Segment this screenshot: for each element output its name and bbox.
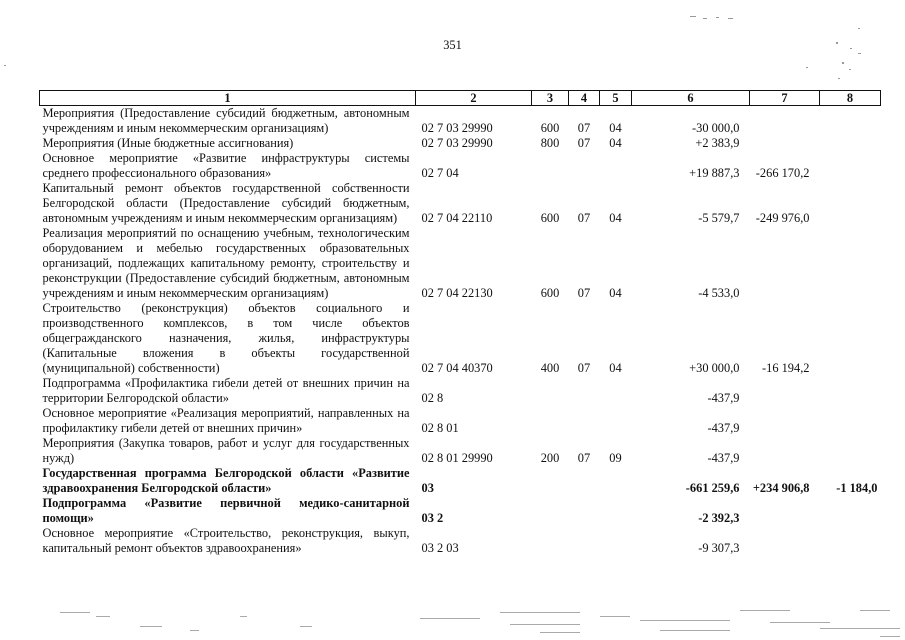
column-header: 1 (40, 91, 416, 106)
col3-cell: 600 (540, 211, 560, 225)
col5-cell: 04 (609, 361, 622, 375)
row-name-cell: Государственная программа Белгородской области «Развитие здравоохранения Белгородской области» (42, 466, 410, 495)
col5-cell: 09 (609, 451, 622, 465)
col6-value-cell: -2 392,3 (698, 511, 740, 525)
row-name-cell: Основное мероприятие «Развитие инфраструктуры системы среднего профессионального образования» (42, 151, 410, 180)
column-header: 7 (750, 91, 820, 106)
col5-cell: 04 (609, 286, 622, 300)
col5-cell: 04 (609, 136, 622, 150)
code-cell: 02 7 04 22130 (421, 286, 493, 300)
column-header: 5 (600, 91, 632, 106)
code-cell: 02 8 (421, 391, 444, 405)
code-cell: 03 (421, 481, 434, 495)
code-cell: 02 7 04 22110 (421, 211, 493, 225)
col6-value-cell: -661 259,6 (685, 481, 740, 495)
page-number: 351 (443, 38, 462, 52)
col6-value-cell: +19 887,3 (689, 166, 740, 180)
code-cell: 02 7 04 40370 (421, 361, 493, 375)
column-header: 3 (532, 91, 569, 106)
row-name-cell: Реализация мероприятий по оснащению учебным, технологическим оборудованием и мебелью государственных образовательных организаций, подлежащих капитальному ремонту, строительству и реконструкции (Предоставление субсидий бюджетным, автономным учреждениям и иным некоммерческим организациям) (42, 226, 410, 300)
code-cell: 03 2 03 (421, 541, 459, 555)
row-name-cell: Подпрограмма «Профилактика гибели детей от внешних причин на территории Белгородской области» (42, 376, 410, 405)
col4-cell: 07 (577, 211, 591, 225)
row-name-cell: Подпрограмма «Развитие первичной медико-санитарной помощи» (42, 496, 410, 525)
col6-value-cell: -4 533,0 (698, 286, 740, 300)
col3-cell: 600 (540, 121, 560, 135)
col6-value-cell: -5 579,7 (698, 211, 740, 225)
col5-cell: 04 (609, 211, 622, 225)
column-header: 8 (820, 91, 881, 106)
col8-value-cell: -1 184,0 (836, 481, 878, 495)
col6-value-cell: +30 000,0 (689, 361, 740, 375)
col6-value-cell: -437,9 (707, 451, 740, 465)
col3-cell: 600 (540, 286, 560, 300)
col3-cell: 400 (540, 361, 560, 375)
col3-cell: 800 (540, 136, 560, 150)
col5-cell: 04 (609, 121, 622, 135)
code-cell: 02 7 04 (421, 166, 459, 180)
col7-value-cell: -266 170,2 (755, 166, 810, 180)
row-name-cell: Основное мероприятие «Строительство, реконструкция, выкуп, капитальный ремонт объектов здравоохранения» (42, 526, 410, 555)
col6-value-cell: -437,9 (707, 391, 740, 405)
row-name-cell: Капитальный ремонт объектов государственной собственности Белгородской области (Предоставление субсидий бюджетным, автономным учреждениям и иным некоммерческим организациям) (42, 181, 410, 225)
col4-cell: 07 (577, 361, 591, 375)
code-cell: 02 7 03 29990 (421, 121, 493, 135)
row-name-cell: Мероприятия (Закупка товаров, работ и услуг для государственных нужд) (42, 436, 410, 465)
row-name-cell: Мероприятия (Предоставление субсидий бюджетным, автономным учреждениям и иным некоммерческим организациям) (42, 106, 410, 135)
col4-cell: 07 (577, 286, 591, 300)
row-name-cell: Основное мероприятие «Реализация мероприятий, направленных на профилактику гибели детей от внешних причин» (42, 406, 410, 435)
column-header: 4 (569, 91, 600, 106)
col3-cell: 200 (540, 451, 560, 465)
col4-cell: 07 (577, 451, 591, 465)
code-cell: 02 7 03 29990 (421, 136, 493, 150)
col7-value-cell: +234 906,8 (752, 481, 810, 495)
col4-cell: 07 (577, 121, 591, 135)
column-header: 2 (416, 91, 532, 106)
col6-value-cell: -9 307,3 (698, 541, 740, 555)
col7-value-cell: -249 976,0 (755, 211, 810, 225)
col7-value-cell: -16 194,2 (762, 361, 810, 375)
code-cell: 03 2 (421, 511, 444, 525)
col6-value-cell: +2 383,9 (695, 136, 740, 150)
row-name-cell: Строительство (реконструкция) объектов социального и производственного комплексов, в том числе объектов общегражданского назначения, жилья, инфраструктуры (Капитальные вложения в объекты государственной (муниципальной) собственности) (42, 301, 410, 375)
code-cell: 02 8 01 (421, 421, 459, 435)
col6-value-cell: -30 000,0 (692, 121, 740, 135)
col4-cell: 07 (577, 136, 591, 150)
row-name-cell: Мероприятия (Иные бюджетные ассигнования) (42, 136, 294, 150)
col6-value-cell: -437,9 (707, 421, 740, 435)
code-cell: 02 8 01 29990 (421, 451, 493, 465)
column-header: 6 (632, 91, 750, 106)
